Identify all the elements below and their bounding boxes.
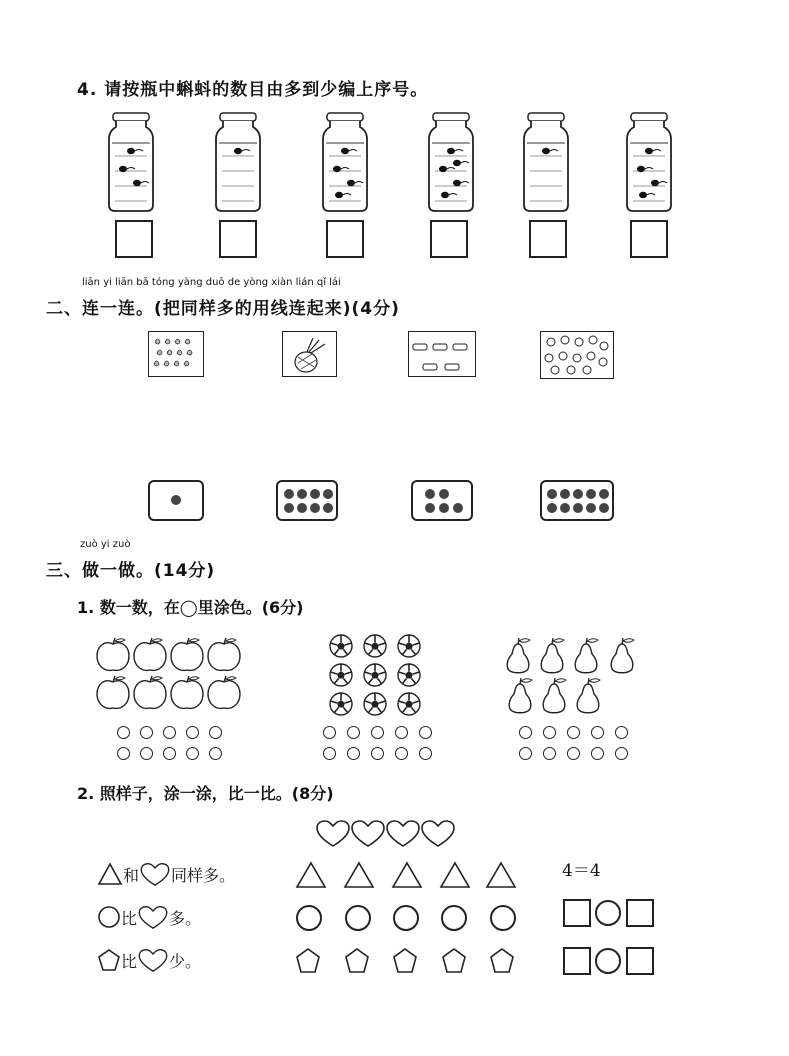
triangle-row [295, 860, 525, 890]
jar-icon [427, 111, 475, 213]
pear-icon [509, 678, 532, 713]
answer-square[interactable] [563, 947, 591, 975]
pear-icon [611, 638, 634, 673]
pear-icon [577, 678, 600, 713]
jar-icon [625, 111, 673, 213]
triangle-icon [487, 863, 515, 887]
answer-box[interactable] [219, 220, 257, 258]
dot [439, 489, 449, 499]
color-circle[interactable] [543, 747, 556, 760]
apple-icon [97, 638, 129, 670]
tadpole-icon [447, 148, 455, 154]
dice-card[interactable] [276, 480, 338, 521]
football-icon [364, 664, 386, 686]
pineapple-picture[interactable] [282, 331, 337, 377]
apple-icon [134, 676, 166, 708]
tadpole-icon [347, 180, 355, 186]
pear-icon [543, 678, 566, 713]
football-icon [330, 635, 352, 657]
section-2-title: 二、连一连。(把同样多的用线连起来)(4分) [46, 299, 400, 319]
color-circle[interactable] [186, 747, 199, 760]
dot [547, 503, 557, 513]
cars-icon [409, 332, 474, 375]
row-tail: 同样多。 [171, 865, 236, 885]
question-4-title: 4. 请按瓶中蝌蚪的数目由多到少编上序号。 [77, 80, 429, 100]
dot [297, 489, 307, 499]
shape-circle[interactable] [345, 905, 371, 931]
tadpole-icon [441, 192, 449, 198]
color-circle[interactable] [163, 726, 176, 739]
apple-icon [171, 638, 203, 670]
football-icon [364, 693, 386, 715]
answer-box[interactable] [326, 220, 364, 258]
tadpole-icon [119, 166, 127, 172]
dot [425, 503, 435, 513]
tadpole-icon [127, 148, 135, 154]
football-icon [398, 664, 420, 686]
pentagon-icon [346, 949, 368, 972]
tadpole-icon [133, 180, 141, 186]
jar-icon [214, 111, 262, 213]
heart-icon [139, 862, 171, 886]
pentagon-icon [297, 949, 319, 972]
dot [573, 489, 583, 499]
row-pentagon-label [97, 948, 201, 972]
flowers-picture[interactable] [540, 331, 614, 379]
pentagon-row [294, 946, 524, 976]
row-connector: 比 [121, 908, 138, 928]
dot [586, 503, 596, 513]
apple-group [95, 636, 250, 716]
football-icon [398, 635, 420, 657]
shape-circle[interactable] [393, 905, 419, 931]
dot [453, 503, 463, 513]
dot [547, 489, 557, 499]
color-circle[interactable] [323, 747, 336, 760]
answer-box[interactable] [630, 220, 668, 258]
color-circle[interactable] [591, 747, 604, 760]
color-circle[interactable] [323, 726, 336, 739]
butterflies-picture[interactable] [148, 331, 204, 377]
tadpole-icon [341, 148, 349, 154]
dot [599, 503, 609, 513]
circle-icon [97, 905, 121, 929]
dot [586, 489, 596, 499]
color-circle[interactable] [140, 747, 153, 760]
heart-icon [137, 905, 169, 929]
color-circle[interactable] [519, 726, 532, 739]
color-circle[interactable] [209, 726, 222, 739]
color-circle[interactable] [163, 747, 176, 760]
football-icon [364, 635, 386, 657]
pear-group [500, 634, 645, 718]
section-2-pinyin: liān yi liān bǎ tóng yàng duō de yòng xiàn lián qǐ lái [82, 277, 341, 288]
cars-picture[interactable] [408, 331, 476, 377]
tadpole-icon [453, 180, 461, 186]
triangle-icon [441, 863, 469, 887]
section-3-title: 三、做一做。(14分) [46, 561, 216, 581]
answer-square[interactable] [563, 899, 591, 927]
shape-circle[interactable] [441, 905, 467, 931]
tadpole-icon [453, 160, 461, 166]
pear-icon [541, 638, 564, 673]
answer-circle[interactable] [595, 900, 621, 926]
color-circle[interactable] [347, 747, 360, 760]
dice-card[interactable] [411, 480, 473, 521]
answer-box[interactable] [115, 220, 153, 258]
color-circle[interactable] [117, 726, 130, 739]
tadpole-icon [637, 166, 645, 172]
jar-icon [522, 111, 570, 213]
triangle-icon [97, 862, 123, 886]
color-circle[interactable] [117, 747, 130, 760]
pentagon-icon [394, 949, 416, 972]
color-circle[interactable] [140, 726, 153, 739]
color-circle[interactable] [371, 747, 384, 760]
color-circle[interactable] [209, 747, 222, 760]
heart-icon [387, 821, 419, 846]
tadpole-icon [335, 192, 343, 198]
q2-title: 2. 照样子，涂一涂，比一比。(8分) [77, 784, 334, 803]
dot [323, 503, 333, 513]
tadpole-icon [234, 148, 242, 154]
color-circle[interactable] [186, 726, 199, 739]
tadpole-icon [542, 148, 550, 154]
dice-card[interactable] [148, 480, 204, 521]
pear-icon [575, 638, 598, 673]
dot [297, 503, 307, 513]
tadpole-icon [439, 166, 447, 172]
answer-box[interactable] [430, 220, 468, 258]
row-triangle-label [97, 862, 235, 886]
answer-square[interactable] [626, 899, 654, 927]
tadpole-icon [639, 192, 647, 198]
answer-square[interactable] [626, 947, 654, 975]
tadpole-icon [645, 148, 653, 154]
color-circle[interactable] [519, 747, 532, 760]
color-circle[interactable] [615, 747, 628, 760]
color-circle[interactable] [567, 747, 580, 760]
shape-circle[interactable] [296, 905, 322, 931]
triangle-icon [393, 863, 421, 887]
flowers-icon [541, 332, 612, 377]
apple-icon [208, 676, 240, 708]
jar-icon [321, 111, 369, 213]
apple-icon [134, 638, 166, 670]
hearts-sample [314, 818, 459, 848]
color-circle[interactable] [395, 747, 408, 760]
color-circle[interactable] [615, 726, 628, 739]
color-circle[interactable] [419, 726, 432, 739]
color-circle[interactable] [567, 726, 580, 739]
dice-card[interactable] [540, 480, 614, 521]
apple-icon [208, 638, 240, 670]
pentagon-icon [443, 949, 465, 972]
color-circle[interactable] [371, 726, 384, 739]
shape-circle[interactable] [490, 905, 516, 931]
dot [439, 503, 449, 513]
dot [599, 489, 609, 499]
tadpole-icon [333, 166, 341, 172]
heart-icon [317, 821, 349, 846]
triangle-icon [297, 863, 325, 887]
football-icon [330, 693, 352, 715]
q1-title: 1. 数一数，在◯里涂色。(6分) [77, 598, 304, 617]
color-circle[interactable] [543, 726, 556, 739]
answer-box[interactable] [529, 220, 567, 258]
dot [310, 489, 320, 499]
row-circle-label [97, 905, 201, 929]
dot [284, 503, 294, 513]
dot [323, 489, 333, 499]
apple-icon [97, 676, 129, 708]
color-circle[interactable] [419, 747, 432, 760]
apple-icon [171, 676, 203, 708]
pentagon-icon [491, 949, 513, 972]
pentagon-icon [97, 948, 121, 972]
heart-icon [352, 821, 384, 846]
dot [310, 503, 320, 513]
row-connector: 和 [123, 865, 140, 885]
heart-icon [422, 821, 454, 846]
dot [560, 489, 570, 499]
butterflies-icon [149, 332, 202, 375]
heart-icon [137, 948, 169, 972]
dot [425, 489, 435, 499]
jar-icon [107, 111, 155, 213]
section-3-pinyin: zuò yi zuò [80, 539, 131, 550]
pineapple-icon [283, 332, 335, 375]
dot [171, 495, 181, 505]
football-icon [398, 693, 420, 715]
pear-icon [507, 638, 530, 673]
dot [560, 503, 570, 513]
row-tail: 少。 [169, 951, 202, 971]
answer-circle[interactable] [595, 948, 621, 974]
color-circle[interactable] [395, 726, 408, 739]
row-tail: 多。 [169, 908, 202, 928]
color-circle[interactable] [347, 726, 360, 739]
row-connector: 比 [121, 951, 138, 971]
football-icon [330, 664, 352, 686]
football-group [327, 632, 427, 720]
dot [573, 503, 583, 513]
color-circle[interactable] [591, 726, 604, 739]
example-answer: 4＝4 [562, 861, 601, 881]
dot [284, 489, 294, 499]
tadpole-icon [651, 180, 659, 186]
triangle-icon [345, 863, 373, 887]
